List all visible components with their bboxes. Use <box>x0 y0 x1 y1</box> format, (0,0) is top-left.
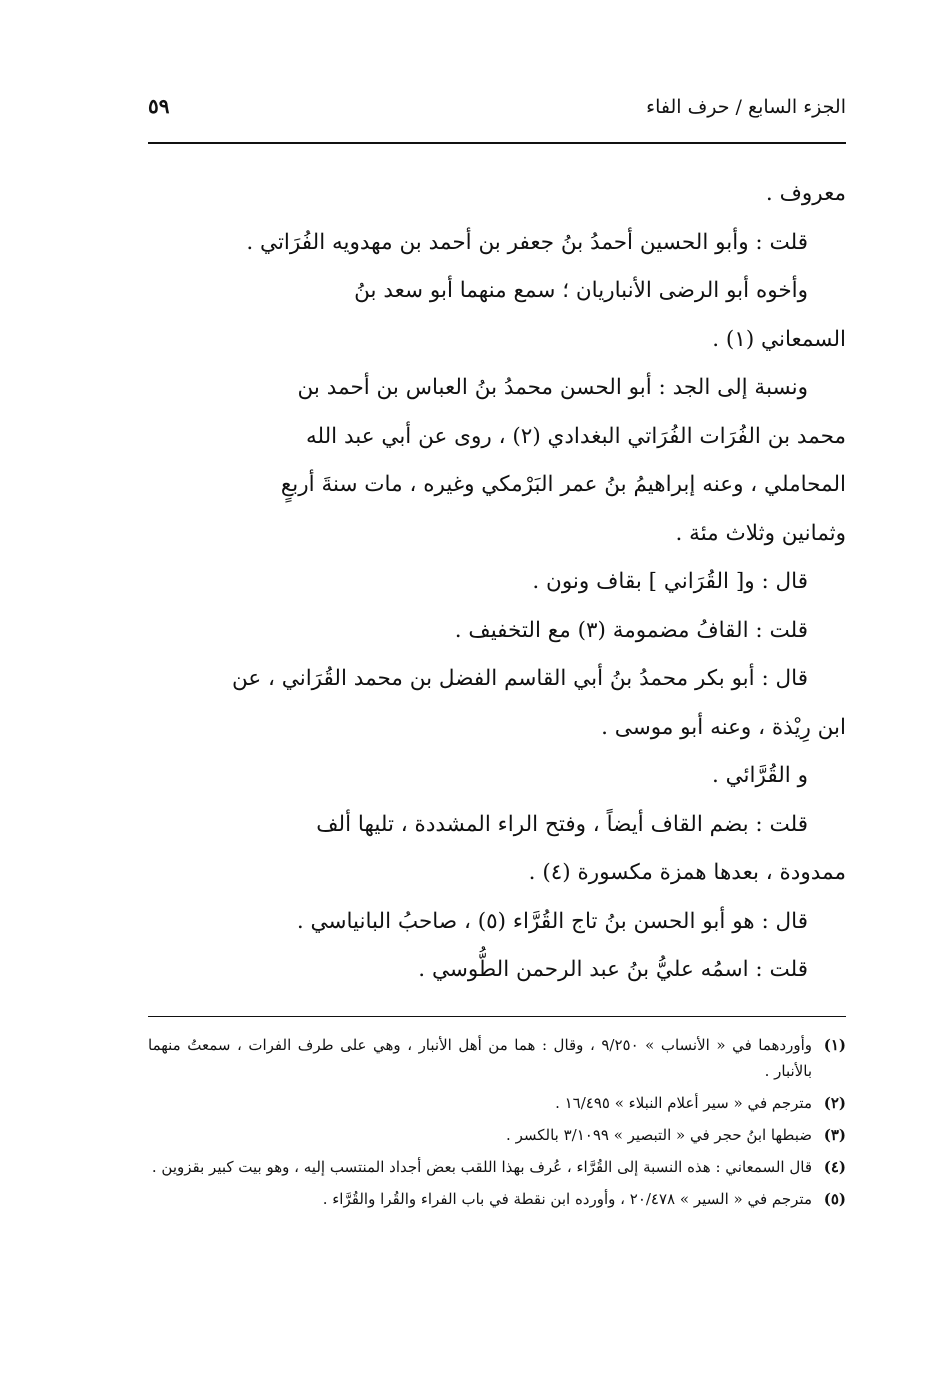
paragraph: قال : أبو بكر محمدُ بنُ أبي القاسم الفضل بن محمد القُرَاني ، عن <box>232 666 808 691</box>
paragraph: و القُرَّائي . <box>711 763 808 788</box>
footnote-text: قال السمعاني : هذه النسبة إلى القُرَّاء ، عُرف بهذا اللقب بعض أجداد المنتسب إليه ، وهو بيت كبير بقزوين . <box>151 1158 812 1176</box>
paragraph: قلت : القافُ مضمومة (٣) مع التخفيف . <box>454 617 808 643</box>
footnote-text: وأوردهما في « الأنساب » ٩/٢٥٠ ، وقال : هما من أهل الأنبار ، وهي على طرف الفرات ، سمعتُ منهما بالأنبار . <box>148 1036 812 1080</box>
footnote <box>148 1186 846 1212</box>
paragraph: معروف . <box>765 181 846 206</box>
footnote-text: مترجم في « السير » ٢٠/٤٧٨ ، وأورده ابن نقطة في باب الفراء والقُرا والقُرَّاء . <box>322 1190 812 1208</box>
paragraph: محمد بن الفُرَات الفُرَاتي البغدادي (٢) ، روى عن أبي عبد الله <box>305 423 846 449</box>
footnote-number: (٤) <box>823 1158 846 1176</box>
footnote <box>148 1090 846 1116</box>
footnote-number: (٢) <box>823 1094 846 1112</box>
running-title: الجزء السابع / حرف الفاء <box>646 96 846 118</box>
paragraph: ابن رِيْذة ، وعنه أبو موسى . <box>601 714 846 740</box>
footnotes <box>148 1032 846 1218</box>
footnote-text: ضبطها ابنُ حجر في « التبصير » ٣/١٠٩٩ بالكسر . <box>506 1126 812 1144</box>
paragraph: قلت : بضم القاف أيضاً ، وفتح الراء المشددة ، تليها ألف <box>316 811 808 837</box>
footnote-number: (٣) <box>823 1126 846 1144</box>
footnote-divider <box>148 1016 846 1017</box>
footnote <box>148 1122 846 1148</box>
page-number: ٥٩ <box>148 94 170 118</box>
paragraph: ممدودة ، بعدها همزة مكسورة (٤) . <box>528 860 846 885</box>
paragraph: قال : هو أبو الحسن بنُ تاج القُرَّاء (٥) ، صاحبُ البانياسي . <box>296 908 808 934</box>
footnote <box>148 1154 846 1180</box>
paragraph: قال : و[ القُرَاني ] بقاف ونون . <box>532 569 808 594</box>
main-text <box>148 170 846 995</box>
paragraph: قلت : وأبو الحسين أحمدُ بنُ جعفر بن أحمد بن مهدويه الفُرَاتي . <box>246 229 808 255</box>
footnote-text: مترجم في « سير أعلام النبلاء » ١٦/٤٩٥ . <box>555 1094 812 1112</box>
paragraph: قلت : اسمُه عليُّ بنُ عبد الرحمن الطُّوسي . <box>418 957 808 982</box>
paragraph: السمعاني (١) . <box>712 326 846 352</box>
paragraph: وثمانين وثلاث مئة . <box>675 520 846 546</box>
header-divider <box>148 142 846 144</box>
footnote-number: (٥) <box>823 1190 846 1208</box>
paragraph: المحاملي ، وعنه إبراهيمُ بنُ عمر البَرْمكي وغيره ، مات سنةَ أربعٍ <box>280 472 846 497</box>
footnote-number: (١) <box>823 1036 846 1054</box>
paragraph: ونسبة إلى الجد : أبو الحسن محمدُ بنُ العباس بن أحمد بن <box>297 375 808 400</box>
footnote <box>148 1032 846 1084</box>
page-header <box>148 92 846 132</box>
paragraph: وأخوه أبو الرضى الأنباريان ؛ سمع منهما أبو سعد بنُ <box>354 278 808 303</box>
